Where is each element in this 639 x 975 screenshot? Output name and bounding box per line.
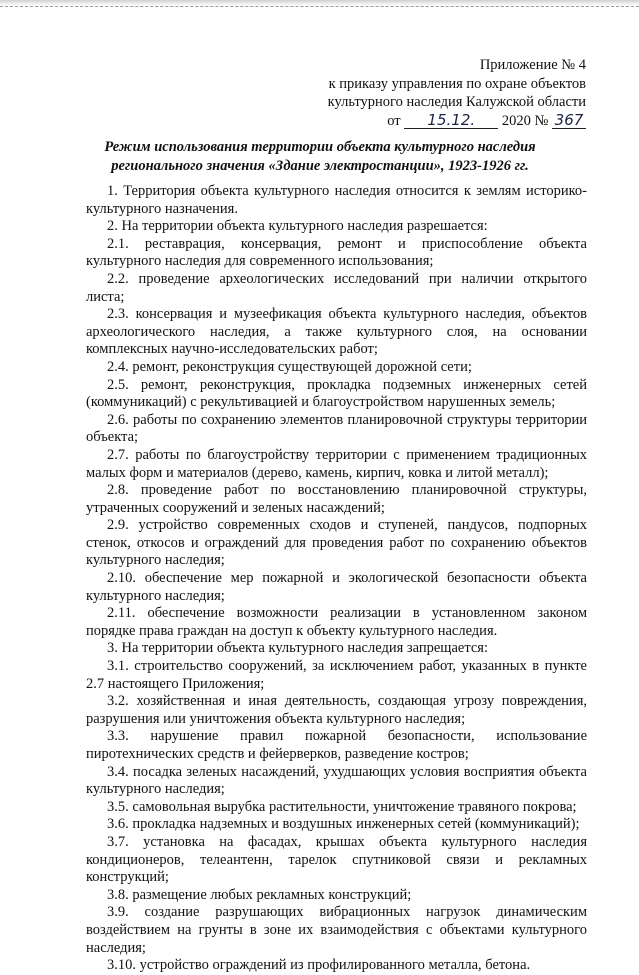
title-line-2: регионального значения «Здание электростанции», 1923-1926 гг. bbox=[111, 157, 529, 174]
paragraph: 2.2. проведение археологических исследований при наличии открытого листа; bbox=[86, 270, 587, 305]
handwritten-date: 15.12. bbox=[404, 112, 498, 129]
paragraph: 3.9. создание разрушающих вибрационных нагрузок динамическим воздействием на грунты в зоне их взаимодействия с объектами культурного наследия; bbox=[86, 904, 587, 956]
paragraph: 3.8. размещение любых рекламных конструкций; bbox=[107, 886, 412, 903]
appendix-number: Приложение № 4 bbox=[479, 57, 586, 73]
scan-top-dashed-line bbox=[0, 6, 639, 7]
document-body bbox=[86, 183, 587, 975]
paragraph: 2.10. обеспечение мер пожарной и экологической безопасности объекта культурного наследия; bbox=[86, 570, 587, 604]
date-prefix: от bbox=[387, 112, 401, 129]
appendix-date-line bbox=[328, 112, 586, 131]
paragraph: 2.3. консервация и музеефикация объекта культурного наследия, объектов археологического наследия, а также культурного слоя, на основании комплексных научно-исследовательских работ; bbox=[86, 306, 587, 358]
paragraph: 3.4. посадка зеленых насаждений, ухудшающих условия восприятия объекта культурного наследия; bbox=[86, 763, 587, 798]
paragraph: 2.11. обеспечение возможности реализации в установленном законом порядке права граждан на доступ к объекту культурного наследия. bbox=[86, 605, 587, 639]
paragraph: 2.5. ремонт, реконструкция, прокладка подземных инженерных сетей (коммуникаций) с рекультивацией и благоустройством нарушенных земель; bbox=[86, 376, 587, 411]
paragraph: 2.4. ремонт, реконструкция существующей дорожной сети; bbox=[107, 358, 472, 375]
appendix-authority: культурного наследия Калужской области bbox=[327, 94, 586, 111]
paragraph: 3.10. устройство ограждений из профилированного металла, бетона. bbox=[107, 957, 531, 974]
document-title bbox=[60, 138, 580, 175]
paragraph: 2.6. работы по сохранению элементов планировочной структуры территории объекта; bbox=[86, 411, 587, 446]
paragraph: 2.1. реставрация, консервация, ремонт и приспособление объекта культурного наследия для современного использования; bbox=[86, 235, 587, 270]
paragraph: 2.8. проведение работ по восстановлению планировочной структуры, утраченных сооружений и зеленых насаждений; bbox=[86, 482, 587, 516]
year-and-number-label: 2020 № bbox=[501, 112, 549, 129]
paragraph: 3. На территории объекта культурного наследия запрещается: bbox=[107, 640, 488, 657]
paragraph: 3.1. строительство сооружений, за исключением работ, указанных в пункте 2.7 настоящего Приложения; bbox=[86, 658, 587, 692]
paragraph: 2.7. работы по благоустройству территории с применением традиционных малых форм и материалов (дерево, камень, кирпич, ковка и литой металл); bbox=[86, 446, 587, 481]
paragraph: 3.3. нарушение правил пожарной безопасности, использование пиротехнических средств и фейерверков, разведение костров; bbox=[86, 728, 587, 762]
paragraph: 3.5. самовольная вырубка растительности, уничтожение травяного покрова; bbox=[107, 798, 577, 815]
paragraph: 3.6. прокладка надземных и воздушных инженерных сетей (коммуникаций); bbox=[107, 816, 580, 833]
appendix-order-reference: к приказу управления по охране объектов bbox=[328, 75, 586, 92]
paragraph: 3.2. хозяйственная и иная деятельность, создающая угрозу повреждения, разрушения или уничтожения объекта культурного наследия; bbox=[86, 693, 587, 727]
handwritten-order-number: 367 bbox=[552, 112, 586, 129]
paragraph: 1. Территория объекта культурного наследия относится к землям историко-культурного назначения. bbox=[86, 183, 587, 217]
paragraph: 3.7. установка на фасадах, крышах объекта культурного наследия кондиционеров, телеантенн, тарелок спутниковой связи и рекламных конструкций; bbox=[86, 833, 587, 886]
title-line-1: Режим использования территории объекта культурного наследия bbox=[104, 139, 536, 155]
paragraph: 2.9. устройство современных сходов и ступеней, пандусов, подпорных стенок, откосов и ограждений для проведения работ по сохранению объектов культурного наследия; bbox=[86, 517, 587, 569]
appendix-header bbox=[328, 56, 586, 130]
paragraph: 2. На территории объекта культурного наследия разрешается: bbox=[107, 218, 488, 235]
